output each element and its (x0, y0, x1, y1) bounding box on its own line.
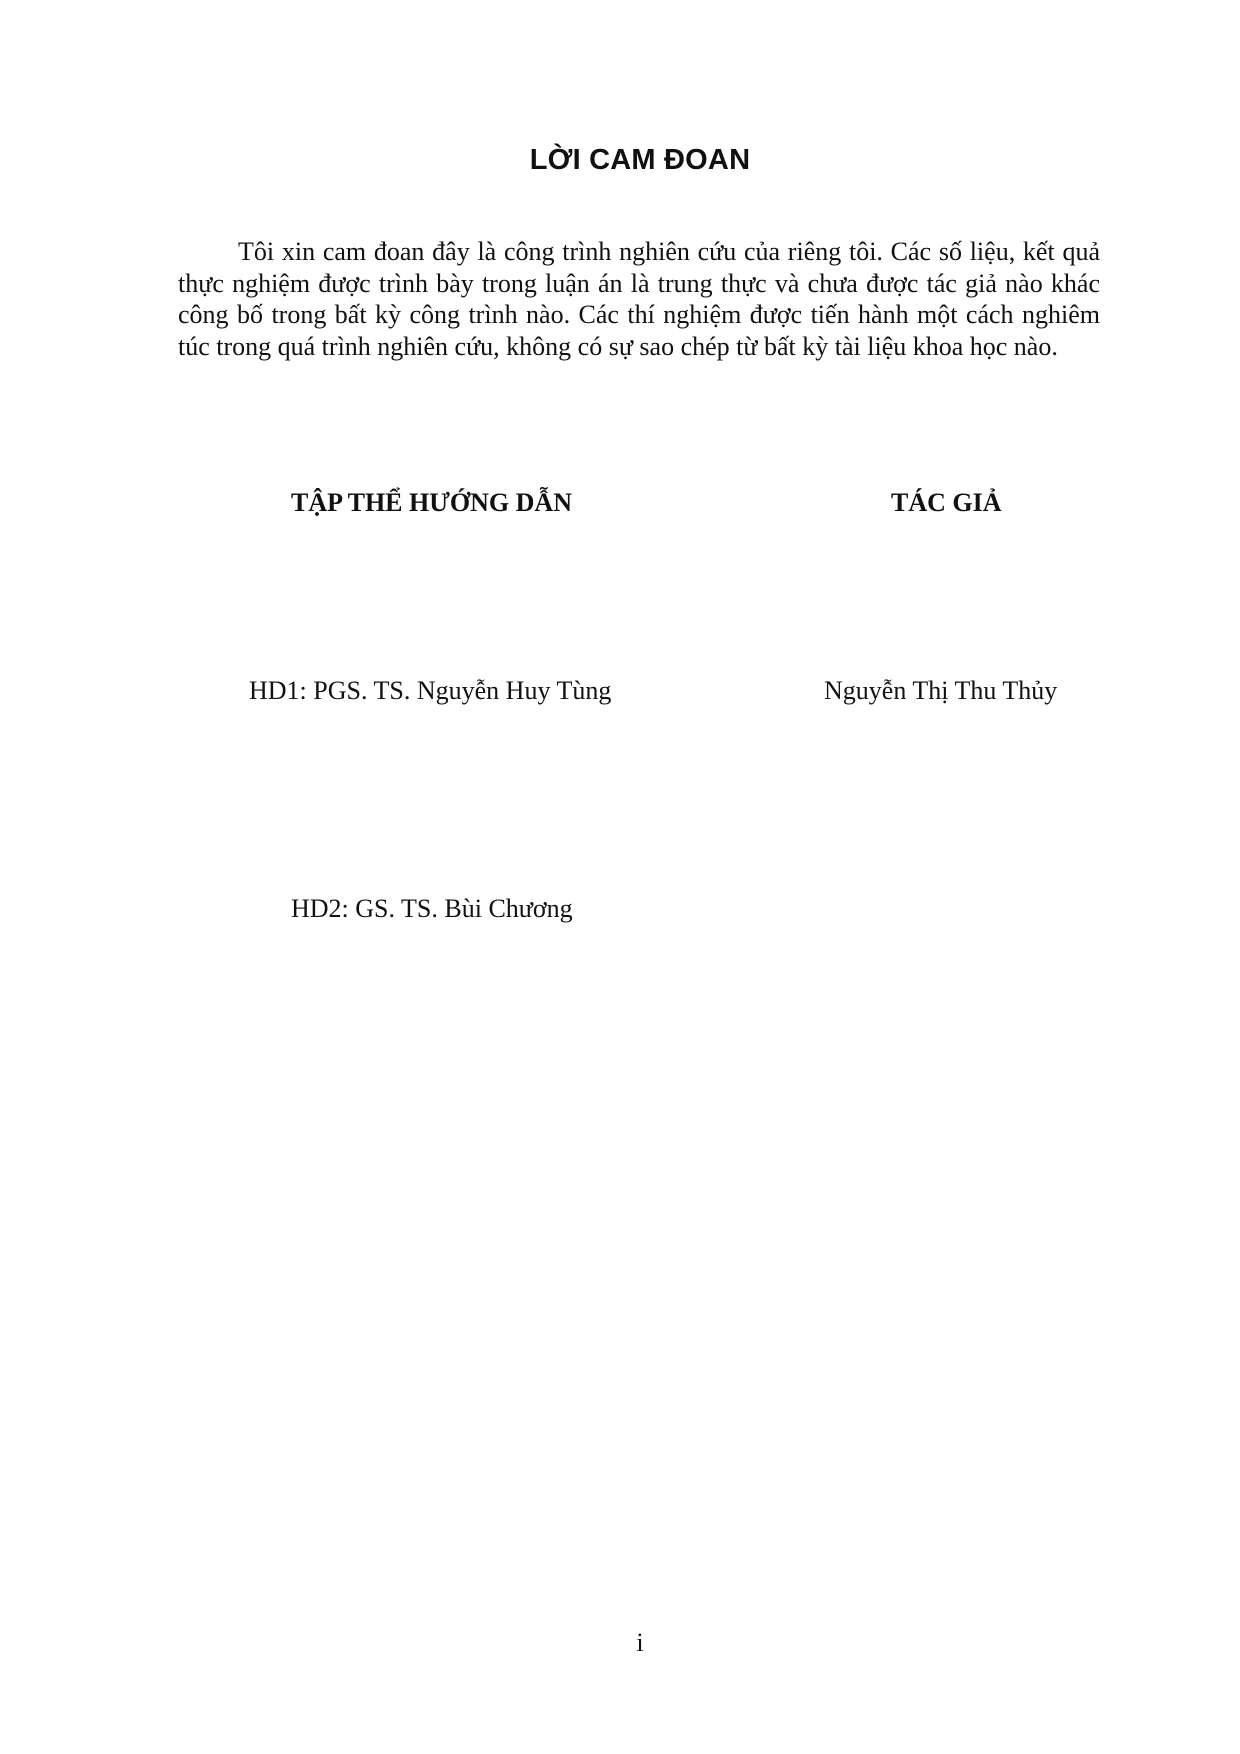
supervisor-2-name: HD2: GS. TS. Bùi Chương (291, 894, 573, 923)
supervisor-1-name: HD1: PGS. TS. Nguyễn Huy Tùng (249, 676, 612, 705)
page-number: i (636, 1628, 644, 1657)
page-title: LỜI CAM ĐOAN (529, 144, 751, 176)
supervisors-heading: TẬP THỂ HƯỚNG DẪN (291, 488, 572, 517)
author-heading: TÁC GIẢ (891, 488, 1002, 517)
declaration-paragraph: Tôi xin cam đoan đây là công trình nghiên cứu của riêng tôi. Các số liệu, kết quả thực nghiệm được trình bày trong luận án là trung thực và chưa được tác giả nào khác công bố trong bất kỳ công trình nào. Các thí nghiệm được tiến hành một cách nghiêm túc trong quá trình nghiên cứu, không có sự sao chép từ bất kỳ tài liệu khoa học nào. (178, 237, 1100, 361)
author-name: Nguyễn Thị Thu Thủy (824, 676, 1058, 705)
